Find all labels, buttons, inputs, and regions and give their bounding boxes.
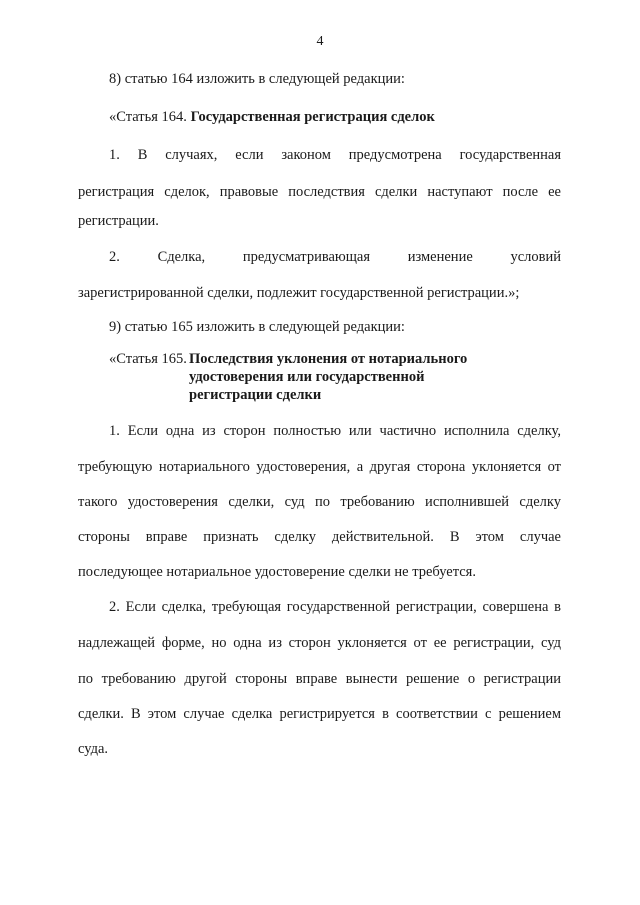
article-165-para1-line5: последующее нотариальное удостоверение сделки не требуется. [78,564,476,580]
article-165-title-line2: удостоверения или государственной [189,369,425,385]
article-165-para2-line3: по требованию другой стороны вправе вынести решение о регистрации [78,671,561,687]
article-165-title-line1: Последствия уклонения от нотариального [189,351,468,367]
article-164-header [109,108,435,126]
article-165-title-line3: регистрации сделки [189,387,322,403]
article-164-para1-line1: 1. В случаях, если законом предусмотрена государственная [109,147,561,163]
item-9-intro: 9) статью 165 изложить в следующей редакции: [109,319,405,335]
page-number: 4 [316,34,324,49]
article-165-para2-line4: сделки. В этом случае сделка регистрируется в соответствии с решением [78,706,561,722]
article-165-title [189,350,467,404]
article-164-para2-line2: зарегистрированной сделки, подлежит государственной регистрации.»; [78,285,520,301]
article-164-title: Государственная регистрация сделок [190,109,435,125]
article-165-para1-line2: требующую нотариального удостоверения, а другая сторона уклоняется от [78,459,561,475]
article-165-prefix: «Статья 165. [109,351,187,367]
article-164-para2-line1: 2. Сделка, предусматривающая изменение условий [109,249,561,265]
article-164-prefix: «Статья 164. [109,109,187,125]
article-165-para2-line5: суда. [78,741,109,757]
article-165-para1-line1: 1. Если одна из сторон полностью или частично исполнила сделку, [109,423,561,439]
article-165-para2-line2: надлежащей форме, но одна из сторон уклоняется от ее регистрации, суд [78,635,561,651]
article-165-para1-line4: стороны вправе признать сделку действительной. В этом случае [78,529,561,545]
item-8-intro: 8) статью 164 изложить в следующей редакции: [109,71,405,87]
article-165-para1-line3: такого удостоверения сделки, суд по требованию исполнившей сделку [78,494,561,510]
article-164-para1-line3: регистрации. [78,213,159,229]
article-165-para2-line1: 2. Если сделка, требующая государственной регистрации, совершена в [109,599,561,615]
article-164-para1-line2: регистрация сделок, правовые последствия сделки наступают после ее [78,184,561,200]
